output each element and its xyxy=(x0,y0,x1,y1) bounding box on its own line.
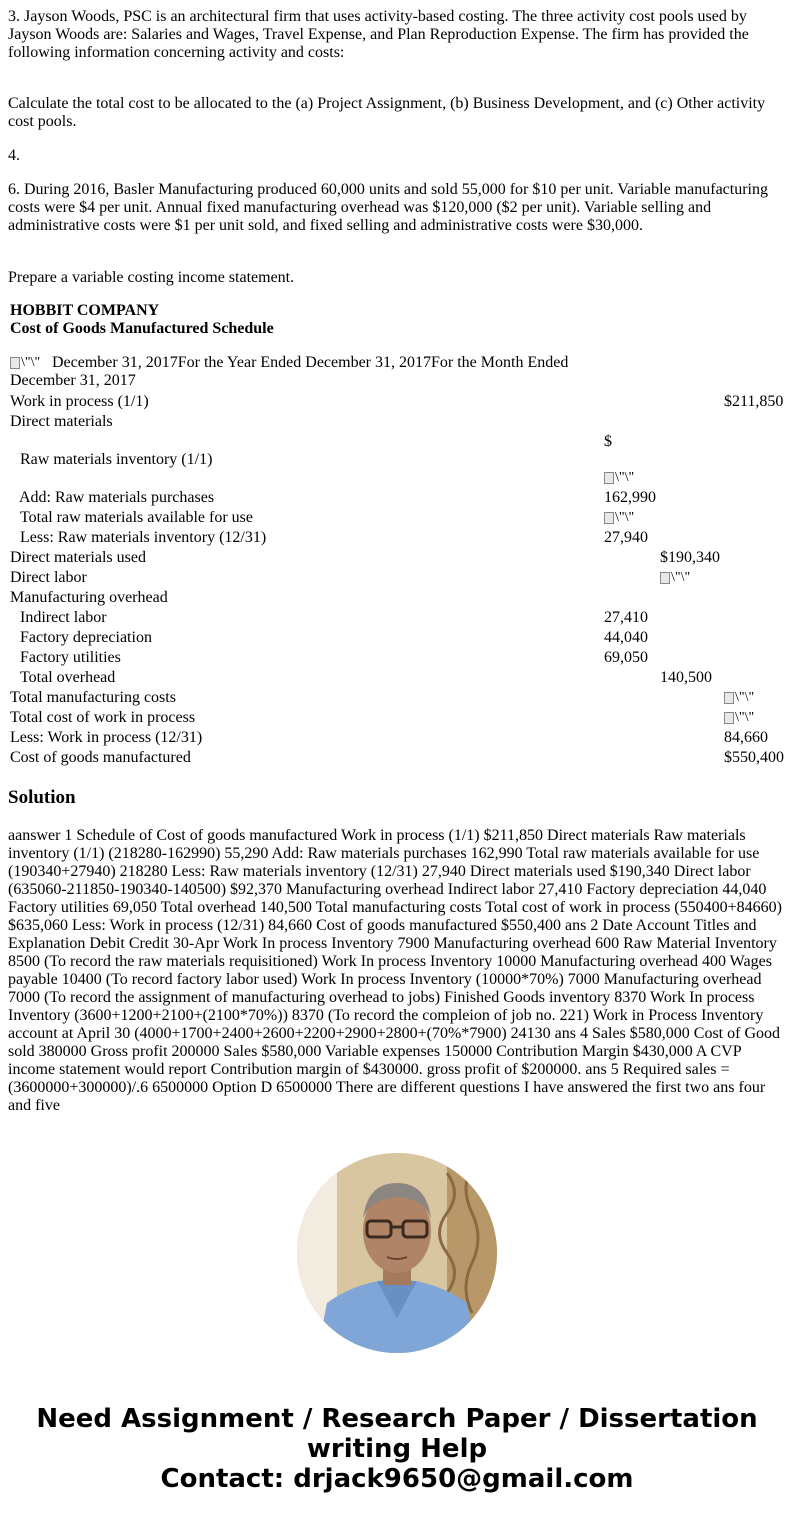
schedule-title: Cost of Goods Manufactured Schedule xyxy=(10,320,274,337)
contact-banner xyxy=(0,1404,794,1494)
cogm-schedule xyxy=(8,302,786,768)
table-row: Factory utilities 69,050 xyxy=(20,649,648,666)
cta-line-2: writing Help xyxy=(306,1434,488,1464)
broken-image-icon: \"\" xyxy=(724,710,762,726)
solution-answer-text: aanswer 1 Schedule of Cost of goods manufactured Work in process (1/1) $211,850 Direct materials Raw materials inventory (1/1) (218280-162990) 55,290 Add: Raw materials purchases 162,990 Total raw materials available for use (190340+27940) 218280 Less: Raw materials inventory (12/31) 27,940 Direct materials used $190,340 Direct labor (635060-211850-190340-140500) $92,370 Manufacturing overhead Indirect labor 27,410 Factory depreciation 44,040 Factory utilities 69,050 Total overhead 140,500 Total manufacturing costs Total cost of work in process (550400+84660) $635,060 Less: Work in process (12/31) 84,660 Cost of goods manufactured $550,400 ans 2 Date Account Titles and Explanation Debit Credit 30-Apr Work In process Inventory 7900 Manufacturing overhead 600 Raw Material Inventory 8500 (To record the raw materials requisitioned) Work In process Inventory 10000 Manufacturing overhead 400 Wages payable 10400 (To record factory labor used) Work In process Inventory (10000*70%) 7000 Manufacturing overhead 7000 (To record the assignment of manufacturing overhead to jobs) Finished Goods inventory 8370 Work In process Inventory (3600+1200+2100+(2100*70%)) 8370 (To record the compleion of job no. 221) Work in Process Inventory account at April 30 (4000+1700+2400+2600+2200+2900+2800+(70%*7900) 24130 ans 4 Sales $580,000 Cost of Good sold 380000 Gross profit 200000 Sales $580,000 Variable expenses 150000 Contribution Margin $430,000 A CVP income statement would report Contribution margin of $430000. gross profit of $200000. ans 5 Required sales =(3600000+300000)/.6 6500000 Option D 6500000 There are different questions I have answered the first two ans four and five xyxy=(8,827,782,1114)
question-4-label: 4. xyxy=(8,147,20,164)
table-row: Total cost of work in process \"\" xyxy=(8,708,786,728)
calculate-instruction: Calculate the total cost to be allocated to the (a) Project Assignment, (b) Business Development, and (c) Other activity cost pools. xyxy=(8,95,766,130)
table-row: Less: Work in process (12/31) 84,660 xyxy=(10,729,768,746)
table-row: Indirect labor 27,410 xyxy=(20,609,648,626)
table-row: Total raw materials available for use \"\" xyxy=(8,508,786,528)
table-row: Work in process (1/1) $211,850 xyxy=(10,393,784,410)
table-row: Direct materials xyxy=(10,413,113,430)
broken-image-icon: \"\" xyxy=(10,355,48,371)
table-row: Direct materials used $190,340 xyxy=(10,549,720,566)
broken-image-icon: \"\" xyxy=(660,570,698,586)
schedule-table xyxy=(8,392,786,768)
period-header: \"\" December 31, 2017For the Year Ended December 31, 2017For the Month Ended December 31, 2017 xyxy=(10,354,569,389)
cta-line-1: Need Assignment / Research Paper / Dissertation xyxy=(36,1404,758,1434)
table-row: Factory depreciation 44,040 xyxy=(20,629,648,646)
question-3-text: 3. Jayson Woods, PSC is an architectural firm that uses activity-based costing. The three activity cost pools used by Jayson Woods are: Salaries and Wages, Travel Expense, and Plan Reproduction Expense. The firm has provided the following information concerning activity and costs: xyxy=(8,8,749,61)
table-row: Total manufacturing costs \"\" xyxy=(8,688,786,708)
author-portrait-image xyxy=(297,1153,497,1353)
cta-contact-line: Contact: drjack9650@gmail.com xyxy=(160,1464,634,1494)
solution-heading: Solution xyxy=(8,787,76,808)
table-row: Total overhead 140,500 xyxy=(20,669,712,686)
table-row: Less: Raw materials inventory (12/31) 27,940 xyxy=(20,529,648,546)
author-avatar xyxy=(297,1153,497,1353)
prepare-instruction: Prepare a variable costing income statement. xyxy=(8,269,295,286)
table-row: Manufacturing overhead xyxy=(10,589,168,606)
company-name: HOBBIT COMPANY xyxy=(10,302,160,319)
broken-image-icon: \"\" xyxy=(724,690,762,706)
table-row: Cost of goods manufactured $550,400 xyxy=(10,749,784,766)
broken-image-icon: \"\" xyxy=(604,470,642,486)
table-row: Direct labor \"\" xyxy=(8,568,786,588)
broken-image-icon: \"\" xyxy=(604,510,642,526)
question-6-text: 6. During 2016, Basler Manufacturing produced 60,000 units and sold 55,000 for $10 per unit. Variable manufacturing costs were $4 per unit. Annual fixed manufacturing overhead was $120,000 ($2 per unit). Variable selling and administrative costs were $1 per unit sold, and fixed selling and administrative costs were $30,000. xyxy=(8,181,768,234)
table-row: Add: Raw materials purchases 162,990 xyxy=(19,489,656,506)
table-row: Raw materials inventory (1/1) $ \"\" xyxy=(8,432,786,488)
